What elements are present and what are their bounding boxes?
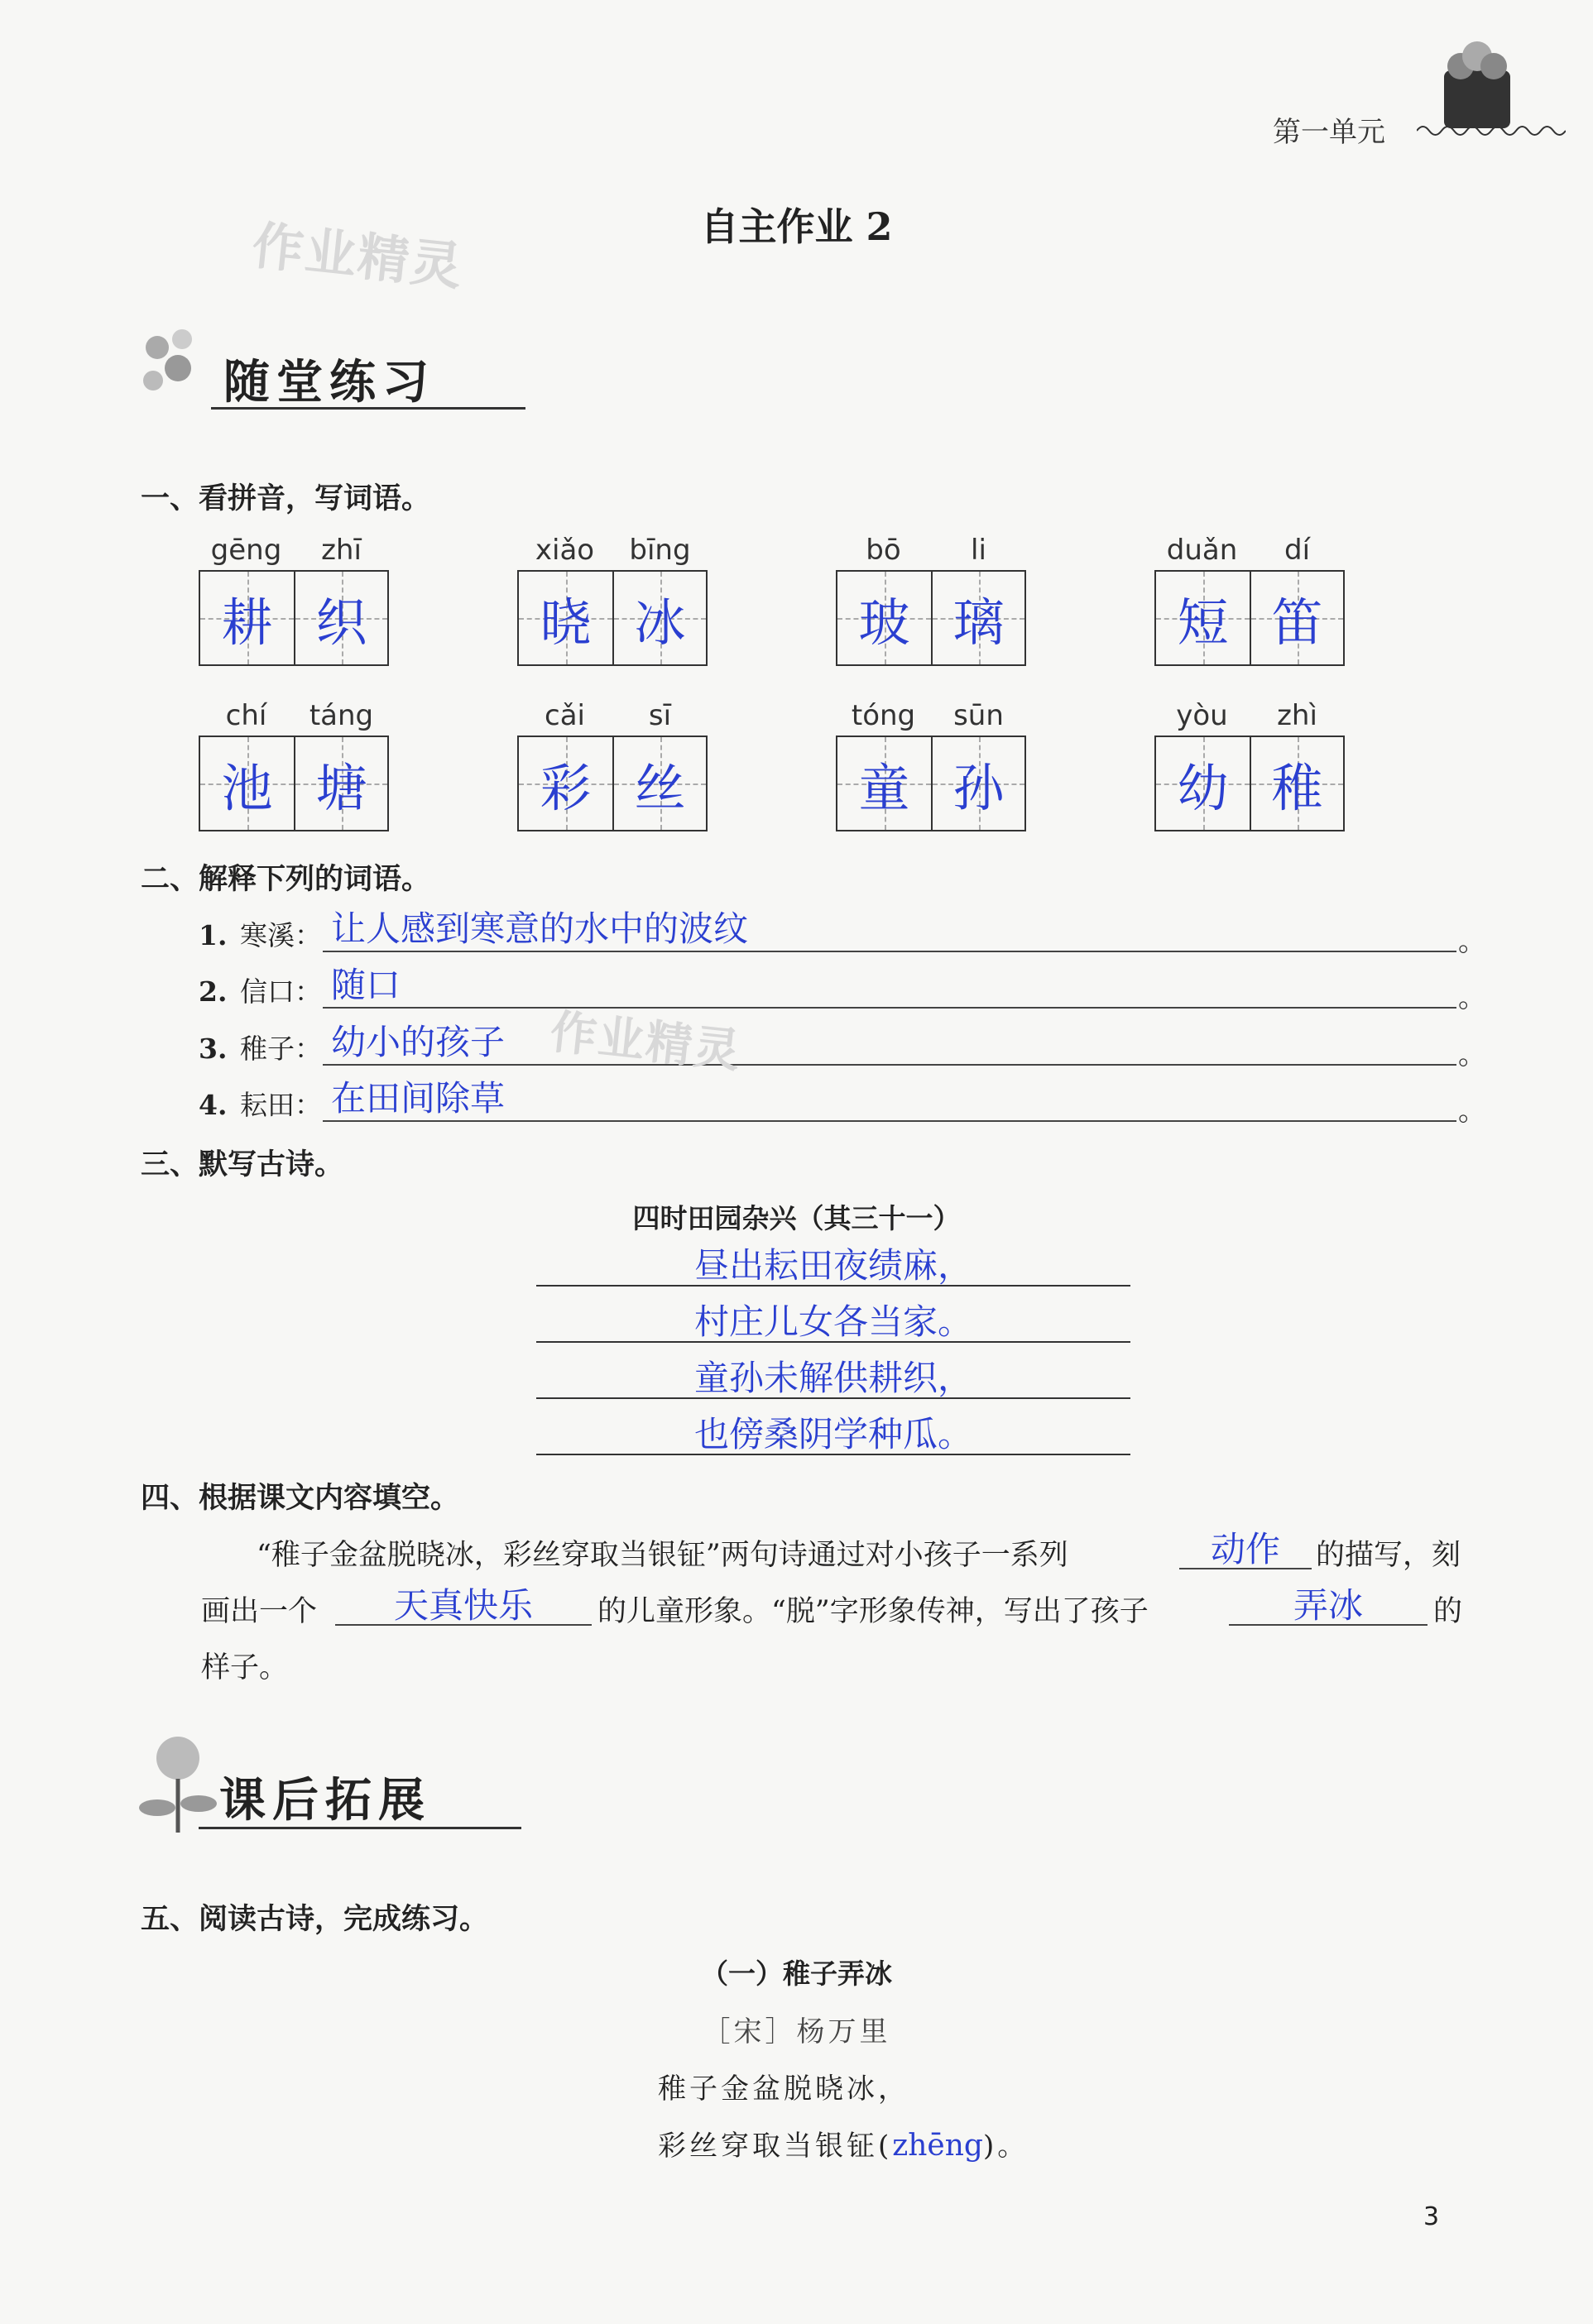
poem-line: 稚子金盆脱晓冰， [658,2072,909,2106]
page-title: 自主作业 2 [700,204,893,249]
poem-line-answer: 昼出耘田夜绩麻， [693,1245,972,1286]
pinyin-item: duǎn dí 短 笛 [1154,534,1345,666]
tian-grid: 童 孙 [836,736,1026,831]
poem-line-answer: 村庄儿女各当家。 [693,1301,972,1342]
flower-decoration-icon [132,1729,223,1837]
answer-line [536,1285,1130,1287]
definition-answer: 幼小的孩子 [331,1022,506,1062]
tian-grid: 彩 丝 [517,736,708,831]
poem-line: 彩丝穿取当银钲(zhēng)。 [658,2129,1029,2163]
tian-grid: 短 笛 [1154,570,1345,666]
poem-line-answer: 童孙未解供耕织， [693,1358,972,1398]
q4-heading: 四、根据课文内容填空。 [141,1482,460,1515]
tian-grid: 玻 璃 [836,570,1026,666]
pinyin-item: bō li 玻 璃 [836,534,1026,666]
pinyin-item: cǎi sī 彩 丝 [517,699,708,831]
definition-answer: 随口 [331,965,401,1005]
blank-answer: 天真快乐 [393,1585,533,1626]
pinyin-note: zhēng [892,2129,983,2163]
potted-plant-icon [1432,33,1523,132]
fill-text: 的描写，刻 [1316,1539,1461,1572]
flower-decoration-icon [132,323,223,414]
blank-answer: 动作 [1210,1529,1280,1569]
watermark: 作业精灵 [249,214,467,298]
unit-label: 第一单元 [1273,116,1385,149]
definition-item: 3. 稚子： [199,1033,322,1065]
tian-grid: 幼 稚 [1154,736,1345,831]
pinyin-item: xiǎo bīng 晓 冰 [517,534,708,666]
tian-grid: 耕 织 [199,570,389,666]
poem-author: ［宋］杨万里 [702,2015,891,2048]
definition-item: 4. 耘田： [199,1089,322,1121]
fill-text: “稚子金盆脱晓冰，彩丝穿取当银钲”两句诗通过对小孩子一系列 [257,1539,1068,1572]
pinyin-item: yòu zhì 幼 稚 [1154,699,1345,831]
pinyin-item: chí táng 池 塘 [199,699,389,831]
definition-answer: 在田间除草 [331,1078,506,1119]
q3-heading: 三、默写古诗。 [141,1148,344,1181]
answer-line [536,1341,1130,1343]
pinyin-item: tóng sūn 童 孙 [836,699,1026,831]
banner-underline [199,1827,521,1829]
pinyin-item: gēng zhī 耕 织 [199,534,389,666]
answer-line [323,1062,1456,1066]
tian-grid: 晓 冰 [517,570,708,666]
poem-title: （一）稚子弄冰 [701,1957,892,1990]
fill-text: 的 [1433,1595,1463,1628]
section-banner-practice: 随堂练习 [223,355,435,410]
answer-line [323,949,1456,952]
definition-item: 1. 寒溪： [199,919,322,951]
answer-line [536,1454,1130,1455]
banner-underline [211,407,525,410]
tian-grid: 池 塘 [199,736,389,831]
answer-line [323,1119,1456,1122]
definition-item: 2. 信口： [199,975,322,1008]
section-banner-extension: 课后拓展 [219,1773,431,1828]
q2-heading: 二、解释下列的词语。 [141,863,431,896]
answer-line [536,1397,1130,1399]
answer-line [323,1005,1456,1009]
fill-text: 的儿童形象。“脱”字形象传神，写出了孩子 [597,1595,1149,1628]
poem-title: 四时田园杂兴（其三十一） [632,1202,961,1234]
fill-text: 画出一个 [201,1595,318,1628]
blank-answer: 弄冰 [1293,1585,1363,1626]
wave-decoration-icon [1417,122,1566,139]
watermark: 作业精灵 [547,1005,745,1079]
poem-line-answer: 也傍桑阴学种瓜。 [693,1414,972,1454]
definition-answer: 让人感到寒意的水中的波纹 [331,908,749,949]
q1-heading: 一、看拼音，写词语。 [141,482,431,515]
q5-heading: 五、阅读古诗，完成练习。 [141,1903,489,1936]
page-number: 3 [1423,2202,1440,2231]
fill-text: 样子。 [201,1651,289,1684]
